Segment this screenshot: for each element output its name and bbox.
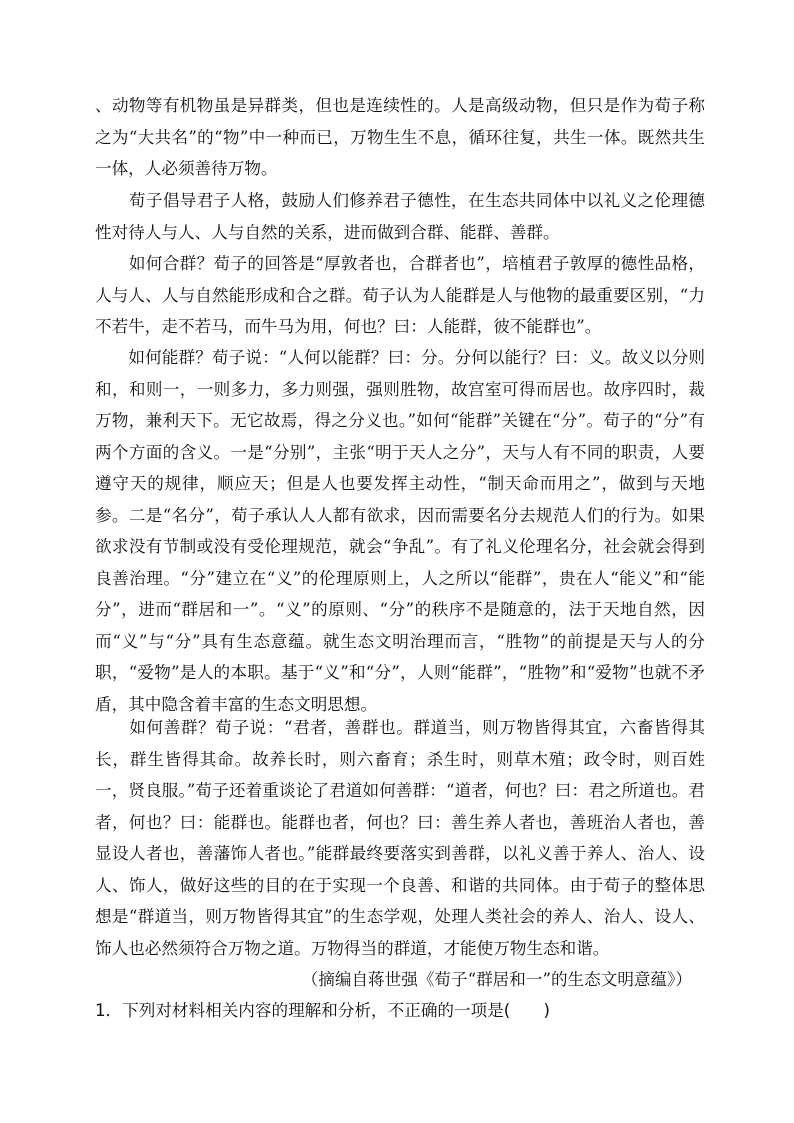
question-1: 1．下列对材料相关内容的理解和分析，不正确的一项是( ) bbox=[95, 1001, 550, 1020]
passage-paragraph-3: 如何合群？荀子的回答是“厚敦者也，合群者也”，培植君子敦厚的德性品格，人与人、人与自然能形成和合之群。荀子认为人能群是人与他物的最重要区别，“力不若牛，走不若马，而牛马为用，何也？曰：人能群，彼不能群也”。 bbox=[95, 254, 705, 336]
passage-paragraph-5: 如何善群？荀子说：“君者，善群也。群道当，则万物皆得其宜，六畜皆得其长，群生皆得其命。故养长时，则六畜育；杀生时，则草木殖；政令时，则百姓一，贤良服。”荀子还着重谈论了君道如何善群：“道者，何也？曰：君之所道也。君者，何也？曰：能群也。能群也者，何也？曰：善生养人者也，善班治人者也，善显设人者也，善藩饰人者也。”能群最终要落实到善群，以礼义善于养人、治人、设人、饰人，做好这些的目的在于实现一个良善、和谐的共同体。由于荀子的整体思想是“群道当，则万物皆得其宜”的生态学观，处理人类社会的养人、治人、设人、饰人也必然须符合万物之道。万物得当的群道，才能使万物生态和谐。 bbox=[95, 718, 705, 958]
passage-paragraph-2: 荀子倡导君子人格，鼓励人们修养君子德性，在生态共同体中以礼义之伦理德性对待人与人、人与自然的关系，进而做到合群、能群、善群。 bbox=[95, 191, 705, 242]
passage-paragraph-1: 、动物等有机物虽是异群类，但也是连续性的。人是高级动物，但只是作为荀子称之为“大共名”的“物”中一种而已，万物生生不息，循环往复，共生一体。既然共生一体，人必须善待万物。 bbox=[95, 96, 705, 178]
passage-paragraph-4: 如何能群？荀子说：“人何以能群？曰：分。分何以能行？曰：义。故义以分则和，和则一，一则多力，多力则强，强则胜物，故宫室可得而居也。故序四时，裁万物，兼利天下。无它故焉，得之分义也。”如何“能群”关键在“分”。荀子的“分”有两个方面的含义。一是“分别”，主张“明于天人之分”，天与人有不同的职责，人要遵守天的规律，顺应天；但是人也要发挥主动性，“制天命而用之”，做到与天地参。二是“名分”，荀子承认人人都有欲求，因而需要名分去规范人们的行为。如果欲求没有节制或没有受伦理规范，就会“争乱”。有了礼义伦理名分，社会就会得到良善治理。“分”建立在“义”的伦理原则上，人之所以“能群”，贵在人“能义”和“能分”，进而“群居和一”。“义”的原则、“分”的秩序不是随意的，法于天地自然，因而“义”与“分”具有生态意蕴。就生态文明治理而言，“胜物”的前提是天与人的分职，“爱物”是人的本职。基于“义”和“分”，人则“能群”，“胜物”和“爱物”也就不矛盾，其中隐含着丰富的生态文明思想。 bbox=[95, 348, 705, 714]
source-citation: （摘编自蒋世强《荀子“群居和一”的生态文明意蕴》） bbox=[301, 970, 692, 989]
